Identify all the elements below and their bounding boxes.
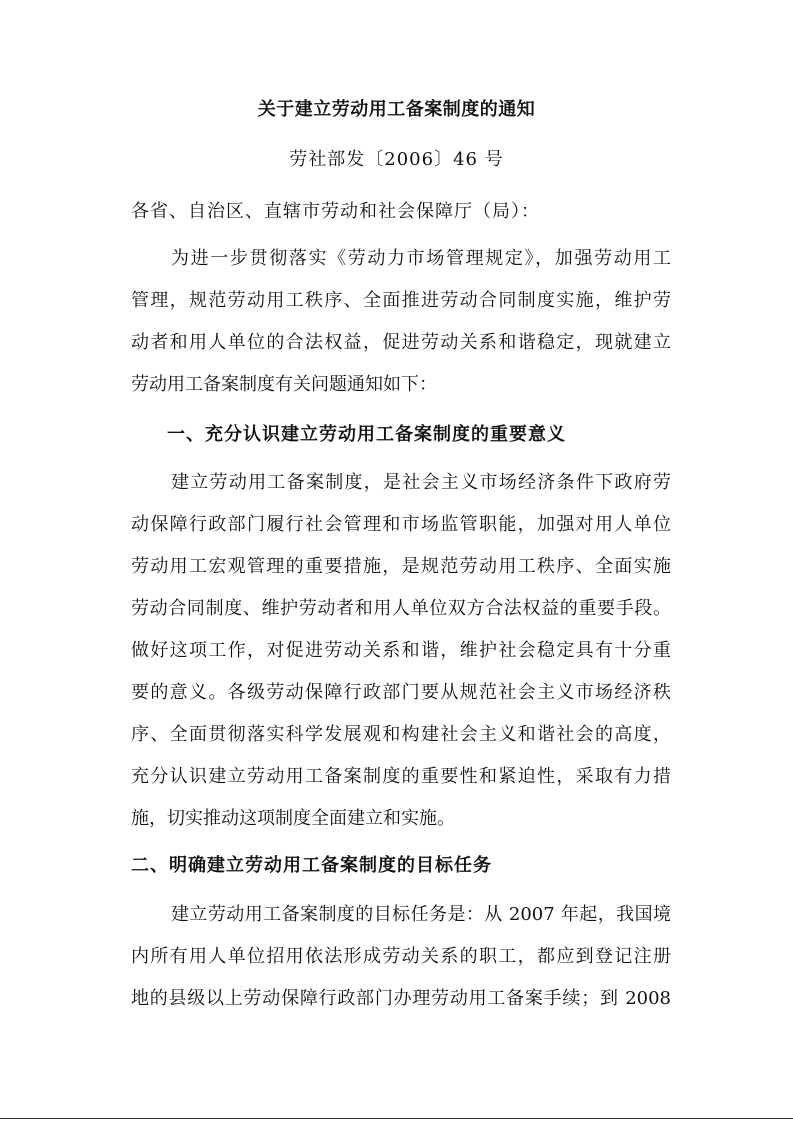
paragraph-line: 动保障行政部门履行社会管理和市场监管职能，加强对用人单位 xyxy=(131,514,671,535)
document-title: 关于建立劳动用工备案制度的通知 xyxy=(257,99,536,120)
paragraph-line: 劳动用工宏观管理的重要措施，是规范劳动用工秩序、全面实施 xyxy=(131,556,671,577)
page-bottom-rule xyxy=(0,1118,793,1119)
paragraph-line: 管理，规范劳动用工秩序、全面推进劳动合同制度实施，维护劳 xyxy=(131,290,671,311)
paragraph-line: 序、全面贯彻落实科学发展观和构建社会主义和谐社会的高度， xyxy=(131,724,671,745)
section-heading-1: 一、充分认识建立劳动用工备案制度的重要意义 xyxy=(167,424,566,445)
paragraph-line: 建立劳动用工备案制度的目标任务是：从 2007 年起，我国境 xyxy=(171,904,671,925)
section1-paragraph xyxy=(131,462,671,840)
paragraph-line: 劳动用工备案制度有关问题通知如下： xyxy=(131,374,437,395)
paragraph-line: 施，切实推动这项制度全面建立和实施。 xyxy=(131,808,455,829)
intro-paragraph xyxy=(131,238,671,406)
paragraph-line: 动者和用人单位的合法权益，促进劳动关系和谐稳定，现就建立 xyxy=(131,332,671,353)
paragraph-line: 建立劳动用工备案制度，是社会主义市场经济条件下政府劳 xyxy=(171,472,671,493)
paragraph-line: 充分认识建立劳动用工备案制度的重要性和紧迫性，采取有力措 xyxy=(131,766,671,787)
document-number: 劳社部发〔2006〕46 号 xyxy=(289,149,504,170)
paragraph-line: 要的意义。各级劳动保障行政部门要从规范社会主义市场经济秩 xyxy=(131,682,671,703)
section2-paragraph xyxy=(131,894,671,1020)
section-heading-2: 二、明确建立劳动用工备案制度的目标任务 xyxy=(131,855,492,876)
paragraph-line: 内所有用人单位招用依法形成劳动关系的职工，都应到登记注册 xyxy=(131,946,671,967)
paragraph-line: 劳动合同制度、维护劳动者和用人单位双方合法权益的重要手段。 xyxy=(131,598,671,619)
paragraph-line: 地的县级以上劳动保障行政部门办理劳动用工备案手续；到 2008 xyxy=(131,988,671,1009)
paragraph-line: 做好这项工作，对促进劳动关系和谐，维护社会稳定具有十分重 xyxy=(131,640,671,661)
addressee-line: 各省、自治区、直辖市劳动和社会保障厅（局）： xyxy=(131,201,540,222)
paragraph-line: 为进一步贯彻落实《劳动力市场管理规定》，加强劳动用工 xyxy=(171,248,671,269)
